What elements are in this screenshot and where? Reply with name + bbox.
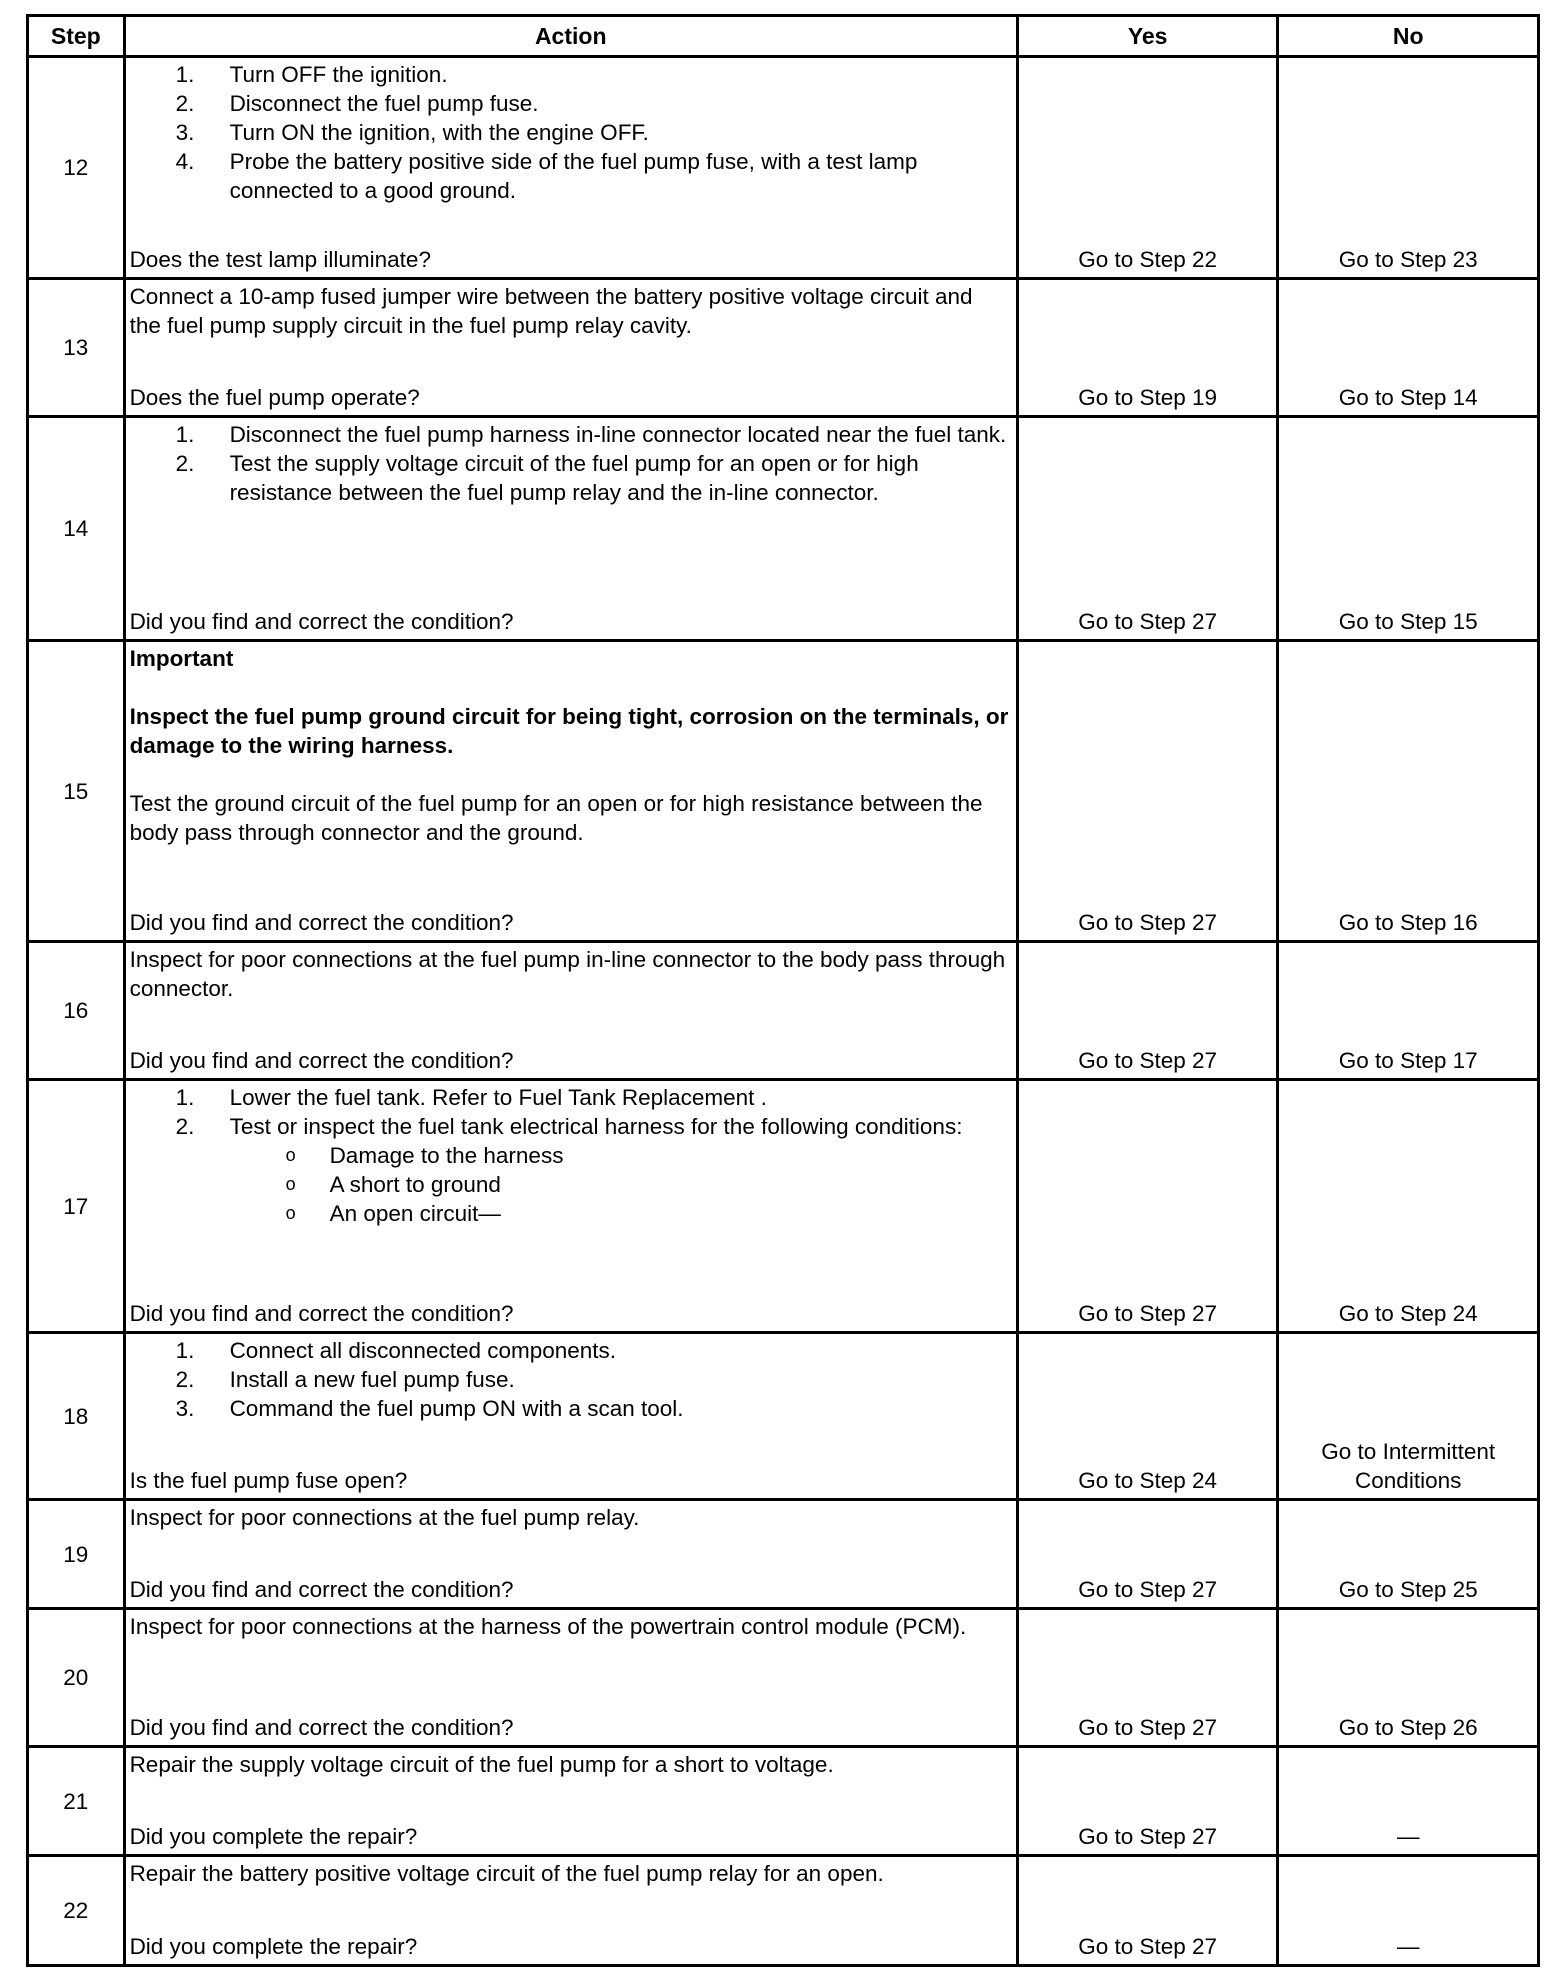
- important-title: Important: [129, 646, 234, 671]
- action-text: Repair the battery positive voltage circuit of the fuel pump relay for an open.: [129, 1861, 884, 1886]
- step-number: 20: [28, 1609, 125, 1747]
- step-number: 22: [28, 1856, 125, 1966]
- yes-link[interactable]: Go to Step 19: [1017, 279, 1278, 417]
- step-number: 17: [28, 1080, 125, 1333]
- no-link[interactable]: Go to Step 15: [1278, 417, 1539, 641]
- list-item: 2. Test or inspect the fuel tank electrical harness for the following conditions:: [175, 1114, 963, 1139]
- step-number: 18: [28, 1333, 125, 1500]
- no-link: —: [1278, 1747, 1539, 1856]
- action-list: [130, 1083, 1010, 1141]
- no-link[interactable]: Go to Step 23: [1278, 57, 1539, 279]
- no-link[interactable]: Go to Step 26: [1278, 1609, 1539, 1747]
- action-cell: [124, 1333, 1017, 1500]
- action-list: [130, 60, 1010, 205]
- action-cell: [124, 1080, 1017, 1333]
- no-link[interactable]: Go to Step 24: [1278, 1080, 1539, 1333]
- step-number: 13: [28, 279, 125, 417]
- no-link[interactable]: Go to Step 14: [1278, 279, 1539, 417]
- yes-link[interactable]: Go to Step 27: [1017, 1747, 1278, 1856]
- header-step: Step: [28, 16, 125, 57]
- no-link[interactable]: Go to Intermittent Conditions: [1278, 1333, 1539, 1500]
- action-text: Inspect for poor connections at the fuel pump relay.: [129, 1505, 640, 1530]
- step-number: 21: [28, 1747, 125, 1856]
- action-question: Did you complete the repair?: [129, 1934, 418, 1959]
- step-number: 15: [28, 641, 125, 942]
- list-item: 1. Turn OFF the ignition.: [175, 62, 448, 87]
- list-item: o Damage to the harness: [285, 1143, 564, 1168]
- action-cell: [124, 417, 1017, 641]
- table-row: [28, 1080, 1539, 1333]
- yes-link[interactable]: Go to Step 27: [1017, 1856, 1278, 1966]
- step-number: 14: [28, 417, 125, 641]
- action-cell: [124, 1500, 1017, 1609]
- yes-link[interactable]: Go to Step 27: [1017, 1500, 1278, 1609]
- yes-link[interactable]: Go to Step 24: [1017, 1333, 1278, 1500]
- list-item: o An open circuit—: [285, 1201, 501, 1226]
- step-number: 12: [28, 57, 125, 279]
- condition-list: [130, 1141, 1010, 1228]
- table-row: [28, 279, 1539, 417]
- step-number: 19: [28, 1500, 125, 1609]
- action-question: Did you complete the repair?: [129, 1824, 418, 1849]
- action-question: Did you find and correct the condition?: [129, 1301, 514, 1326]
- yes-link[interactable]: Go to Step 27: [1017, 942, 1278, 1080]
- action-question: Did you find and correct the condition?: [129, 1715, 514, 1740]
- action-text: Repair the supply voltage circuit of the fuel pump for a short to voltage.: [129, 1752, 834, 1777]
- action-cell: [124, 1609, 1017, 1747]
- header-no: No: [1278, 16, 1539, 57]
- no-link[interactable]: Go to Step 16: [1278, 641, 1539, 942]
- action-list: [130, 1336, 1010, 1423]
- action-text: Connect a 10-amp fused jumper wire between the battery positive voltage circuit and the fuel pump supply circuit in the fuel pump relay cavity.: [129, 284, 973, 338]
- table-row: [28, 1747, 1539, 1856]
- no-link[interactable]: Go to Step 25: [1278, 1500, 1539, 1609]
- action-text: Test the ground circuit of the fuel pump for an open or for high resistance between the body pass through connector and the ground.: [129, 791, 983, 845]
- table-row: [28, 942, 1539, 1080]
- list-item: 3. Command the fuel pump ON with a scan tool.: [175, 1396, 684, 1421]
- step-number: 16: [28, 942, 125, 1080]
- list-item: 3. Turn ON the ignition, with the engine OFF.: [175, 120, 649, 145]
- action-question: Does the fuel pump operate?: [129, 385, 420, 410]
- action-text: Inspect for poor connections at the harness of the powertrain control module (PCM).: [129, 1614, 967, 1639]
- list-item: 1. Lower the fuel tank. Refer to Fuel Tank Replacement .: [175, 1085, 767, 1110]
- header-row: [28, 16, 1539, 57]
- list-item: o A short to ground: [285, 1172, 501, 1197]
- table-row: [28, 1333, 1539, 1500]
- list-item: 2. Test the supply voltage circuit of the fuel pump for an open or for high resistance between the fuel pump relay and the in-line connector.: [175, 451, 919, 505]
- action-text: Inspect for poor connections at the fuel pump in-line connector to the body pass through connector.: [129, 947, 1006, 1001]
- action-list: [130, 420, 1010, 507]
- header-yes: Yes: [1017, 16, 1278, 57]
- header-action: Action: [124, 16, 1017, 57]
- action-question: Is the fuel pump fuse open?: [129, 1468, 408, 1493]
- action-cell: [124, 1856, 1017, 1966]
- action-cell: [124, 641, 1017, 942]
- action-question: Did you find and correct the condition?: [129, 910, 514, 935]
- diagnostic-table: [26, 14, 1540, 1967]
- action-cell: [124, 279, 1017, 417]
- no-link: —: [1278, 1856, 1539, 1966]
- yes-link[interactable]: Go to Step 27: [1017, 1609, 1278, 1747]
- important-text: Inspect the fuel pump ground circuit for being tight, corrosion on the terminals, or damage to the wiring harness.: [129, 704, 1009, 758]
- action-question: Did you find and correct the condition?: [129, 609, 514, 634]
- yes-link[interactable]: Go to Step 27: [1017, 417, 1278, 641]
- action-cell: [124, 57, 1017, 279]
- list-item: 1. Disconnect the fuel pump harness in-line connector located near the fuel tank.: [175, 422, 1007, 447]
- action-cell: [124, 1747, 1017, 1856]
- action-question: Does the test lamp illuminate?: [129, 247, 431, 272]
- list-item: 1. Connect all disconnected components.: [175, 1338, 617, 1363]
- action-question: Did you find and correct the condition?: [129, 1048, 514, 1073]
- table-row: [28, 417, 1539, 641]
- list-item: 4. Probe the battery positive side of the fuel pump fuse, with a test lamp connected to a good ground.: [175, 149, 918, 203]
- list-item: 2. Disconnect the fuel pump fuse.: [175, 91, 539, 116]
- yes-link[interactable]: Go to Step 27: [1017, 641, 1278, 942]
- action-cell: [124, 942, 1017, 1080]
- yes-link[interactable]: Go to Step 27: [1017, 1080, 1278, 1333]
- table-row: [28, 1500, 1539, 1609]
- table-row: [28, 1609, 1539, 1747]
- list-item: 2. Install a new fuel pump fuse.: [175, 1367, 515, 1392]
- action-question: Did you find and correct the condition?: [129, 1577, 514, 1602]
- table-row: [28, 57, 1539, 279]
- table-row: [28, 1856, 1539, 1966]
- no-link[interactable]: Go to Step 17: [1278, 942, 1539, 1080]
- table-row: [28, 641, 1539, 942]
- yes-link[interactable]: Go to Step 22: [1017, 57, 1278, 279]
